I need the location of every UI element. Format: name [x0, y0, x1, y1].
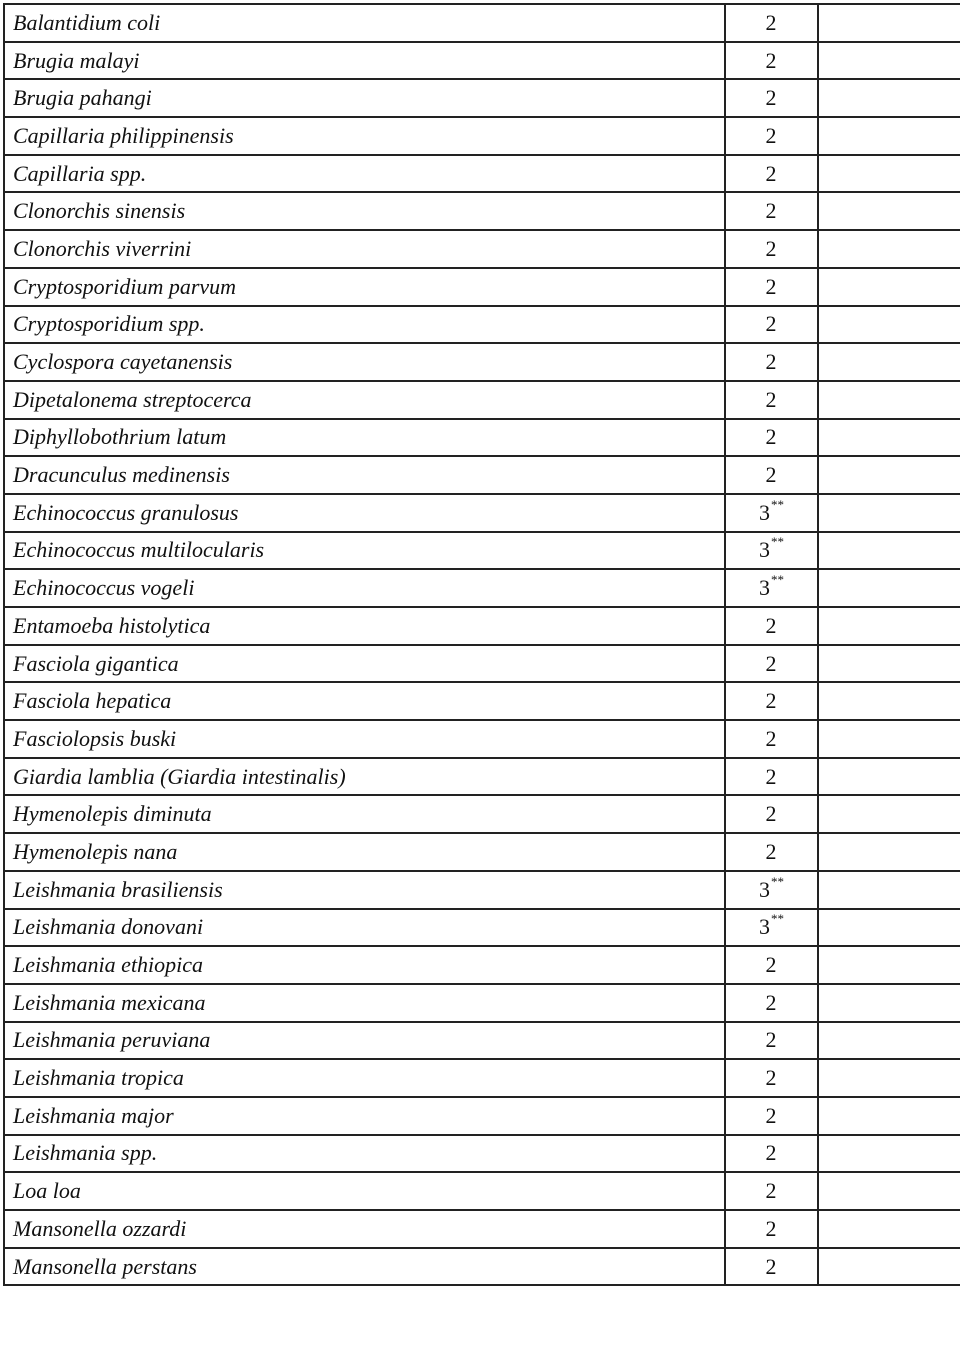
risk-group-value: 2: [765, 989, 777, 1015]
empty-cell: [818, 268, 960, 306]
organism-name-cell: Leishmania spp.: [4, 1135, 725, 1173]
risk-group-cell: [725, 682, 818, 720]
organism-name-cell: Diphyllobothrium latum: [4, 419, 725, 457]
risk-group-cell: [725, 306, 818, 344]
table-row: [4, 306, 960, 344]
risk-group-cell: [725, 758, 818, 796]
empty-cell: [818, 230, 960, 268]
organism-name-cell: Cyclospora cayetanensis: [4, 343, 725, 381]
risk-group-cell: [725, 833, 818, 871]
risk-group-cell: [725, 381, 818, 419]
organism-name-cell: Dracunculus medinensis: [4, 456, 725, 494]
empty-cell: [818, 1135, 960, 1173]
organism-name-cell: Mansonella perstans: [4, 1248, 725, 1286]
risk-group-value: 2: [765, 763, 777, 789]
table-row: [4, 456, 960, 494]
risk-group-cell: [725, 607, 818, 645]
risk-group-value: 2: [765, 122, 777, 148]
organism-name-cell: Cryptosporidium parvum: [4, 268, 725, 306]
table-row: [4, 532, 960, 570]
risk-group-value: 2: [765, 349, 777, 375]
organism-name-cell: Balantidium coli: [4, 4, 725, 42]
table-row: [4, 871, 960, 909]
table-row: [4, 268, 960, 306]
risk-group-value: 2: [765, 311, 777, 337]
empty-cell: [818, 720, 960, 758]
table-row: [4, 79, 960, 117]
risk-group-value: 2: [765, 1178, 777, 1204]
empty-cell: [818, 946, 960, 984]
empty-cell: [818, 419, 960, 457]
risk-group-cell: [725, 871, 818, 909]
empty-cell: [818, 155, 960, 193]
risk-group-value: 2: [765, 47, 777, 73]
table-row: [4, 494, 960, 532]
table-row: [4, 984, 960, 1022]
table-row: [4, 946, 960, 984]
organism-name-cell: Leishmania major: [4, 1097, 725, 1135]
table-row: [4, 1059, 960, 1097]
organism-name-cell: Cryptosporidium spp.: [4, 306, 725, 344]
risk-group-value: 2: [765, 386, 777, 412]
table-row: [4, 192, 960, 230]
risk-group-cell: [725, 230, 818, 268]
table-row: [4, 758, 960, 796]
risk-group-footnote-mark: **: [771, 534, 784, 550]
organism-name-cell: Leishmania mexicana: [4, 984, 725, 1022]
organism-name-cell: Fasciola gigantica: [4, 645, 725, 683]
organism-name-cell: Entamoeba histolytica: [4, 607, 725, 645]
risk-group-cell: [725, 79, 818, 117]
table-row: [4, 569, 960, 607]
empty-cell: [818, 79, 960, 117]
table-row: [4, 1248, 960, 1286]
organism-name-cell: Leishmania brasiliensis: [4, 871, 725, 909]
table-row: [4, 117, 960, 155]
table-row: [4, 607, 960, 645]
risk-group-value: 2: [765, 1065, 777, 1091]
organism-name-cell: Fasciolopsis buski: [4, 720, 725, 758]
risk-group-cell: [725, 1210, 818, 1248]
risk-group-value: 3: [759, 499, 770, 525]
empty-cell: [818, 42, 960, 80]
empty-cell: [818, 456, 960, 494]
risk-group-cell: [725, 42, 818, 80]
risk-group-value: 3: [759, 537, 770, 563]
table-body: [4, 4, 960, 1285]
empty-cell: [818, 1097, 960, 1135]
table-row: [4, 720, 960, 758]
risk-group-value: 2: [765, 198, 777, 224]
risk-group-footnote-mark: **: [771, 873, 784, 889]
risk-group-footnote-mark: **: [771, 911, 784, 927]
risk-group-cell: [725, 1022, 818, 1060]
risk-group-value: 2: [765, 612, 777, 638]
table-row: [4, 1210, 960, 1248]
organism-name-cell: Leishmania tropica: [4, 1059, 725, 1097]
risk-group-value: 2: [765, 801, 777, 827]
risk-group-cell: [725, 1248, 818, 1286]
risk-group-value: 2: [765, 9, 777, 35]
risk-group-cell: [725, 4, 818, 42]
risk-group-value: 2: [765, 1102, 777, 1128]
empty-cell: [818, 1172, 960, 1210]
risk-group-value: 3: [759, 914, 770, 940]
risk-group-value: 2: [765, 838, 777, 864]
empty-cell: [818, 984, 960, 1022]
organism-name-cell: Leishmania donovani: [4, 909, 725, 947]
risk-group-cell: [725, 494, 818, 532]
risk-group-cell: [725, 909, 818, 947]
table-row: [4, 795, 960, 833]
table-row: [4, 155, 960, 193]
table-row: [4, 682, 960, 720]
table-row: [4, 230, 960, 268]
risk-group-value: 2: [765, 650, 777, 676]
risk-group-value: 2: [765, 1215, 777, 1241]
empty-cell: [818, 192, 960, 230]
organism-name-cell: Mansonella ozzardi: [4, 1210, 725, 1248]
risk-group-cell: [725, 268, 818, 306]
empty-cell: [818, 1022, 960, 1060]
organism-name-cell: Loa loa: [4, 1172, 725, 1210]
empty-cell: [818, 795, 960, 833]
risk-group-cell: [725, 532, 818, 570]
risk-group-cell: [725, 192, 818, 230]
risk-group-cell: [725, 343, 818, 381]
risk-group-cell: [725, 795, 818, 833]
organism-name-cell: Capillaria philippinensis: [4, 117, 725, 155]
risk-group-cell: [725, 984, 818, 1022]
empty-cell: [818, 1248, 960, 1286]
risk-group-cell: [725, 1135, 818, 1173]
organism-name-cell: Hymenolepis diminuta: [4, 795, 725, 833]
organism-name-cell: Capillaria spp.: [4, 155, 725, 193]
table-row: [4, 909, 960, 947]
risk-group-cell: [725, 645, 818, 683]
table-row: [4, 1172, 960, 1210]
organism-name-cell: Leishmania peruviana: [4, 1022, 725, 1060]
risk-group-value: 2: [765, 1027, 777, 1053]
empty-cell: [818, 4, 960, 42]
organism-name-cell: Fasciola hepatica: [4, 682, 725, 720]
empty-cell: [818, 645, 960, 683]
risk-group-cell: [725, 1172, 818, 1210]
empty-cell: [818, 1059, 960, 1097]
table-row: [4, 42, 960, 80]
table-row: [4, 1097, 960, 1135]
risk-group-value: 2: [765, 273, 777, 299]
table-row: [4, 1022, 960, 1060]
risk-group-value: 2: [765, 462, 777, 488]
organism-name-cell: Dipetalonema streptocerca: [4, 381, 725, 419]
organism-name-cell: Echinococcus vogeli: [4, 569, 725, 607]
organism-name-cell: Clonorchis viverrini: [4, 230, 725, 268]
risk-group-cell: [725, 720, 818, 758]
risk-group-cell: [725, 117, 818, 155]
empty-cell: [818, 758, 960, 796]
empty-cell: [818, 569, 960, 607]
risk-group-value: 2: [765, 725, 777, 751]
table-row: [4, 1135, 960, 1173]
organism-name-cell: Brugia pahangi: [4, 79, 725, 117]
empty-cell: [818, 909, 960, 947]
empty-cell: [818, 117, 960, 155]
empty-cell: [818, 494, 960, 532]
risk-group-cell: [725, 1059, 818, 1097]
risk-group-value: 3: [759, 876, 770, 902]
empty-cell: [818, 381, 960, 419]
organism-name-cell: Brugia malayi: [4, 42, 725, 80]
empty-cell: [818, 871, 960, 909]
empty-cell: [818, 607, 960, 645]
empty-cell: [818, 306, 960, 344]
risk-group-value: 2: [765, 424, 777, 450]
empty-cell: [818, 1210, 960, 1248]
risk-group-value: 2: [765, 160, 777, 186]
organism-name-cell: Hymenolepis nana: [4, 833, 725, 871]
risk-group-cell: [725, 456, 818, 494]
risk-group-value: 2: [765, 688, 777, 714]
table-row: [4, 381, 960, 419]
risk-group-value: 2: [765, 85, 777, 111]
table-row: [4, 833, 960, 871]
risk-group-cell: [725, 569, 818, 607]
organism-name-cell: Echinococcus granulosus: [4, 494, 725, 532]
risk-group-value: 2: [765, 1253, 777, 1279]
organism-name-cell: Clonorchis sinensis: [4, 192, 725, 230]
table-row: [4, 419, 960, 457]
table-row: [4, 645, 960, 683]
organism-classification-table: [3, 3, 960, 1286]
risk-group-cell: [725, 946, 818, 984]
risk-group-cell: [725, 419, 818, 457]
risk-group-footnote-mark: **: [771, 496, 784, 512]
risk-group-value: 2: [765, 235, 777, 261]
organism-name-cell: Echinococcus multilocularis: [4, 532, 725, 570]
risk-group-value: 3: [759, 575, 770, 601]
table-row: [4, 343, 960, 381]
risk-group-cell: [725, 1097, 818, 1135]
risk-group-cell: [725, 155, 818, 193]
organism-name-cell: Giardia lamblia (Giardia intestinalis): [4, 758, 725, 796]
table-row: [4, 4, 960, 42]
risk-group-value: 2: [765, 952, 777, 978]
risk-group-value: 2: [765, 1140, 777, 1166]
organism-name-cell: Leishmania ethiopica: [4, 946, 725, 984]
empty-cell: [818, 532, 960, 570]
empty-cell: [818, 343, 960, 381]
empty-cell: [818, 682, 960, 720]
risk-group-footnote-mark: **: [771, 572, 784, 588]
empty-cell: [818, 833, 960, 871]
